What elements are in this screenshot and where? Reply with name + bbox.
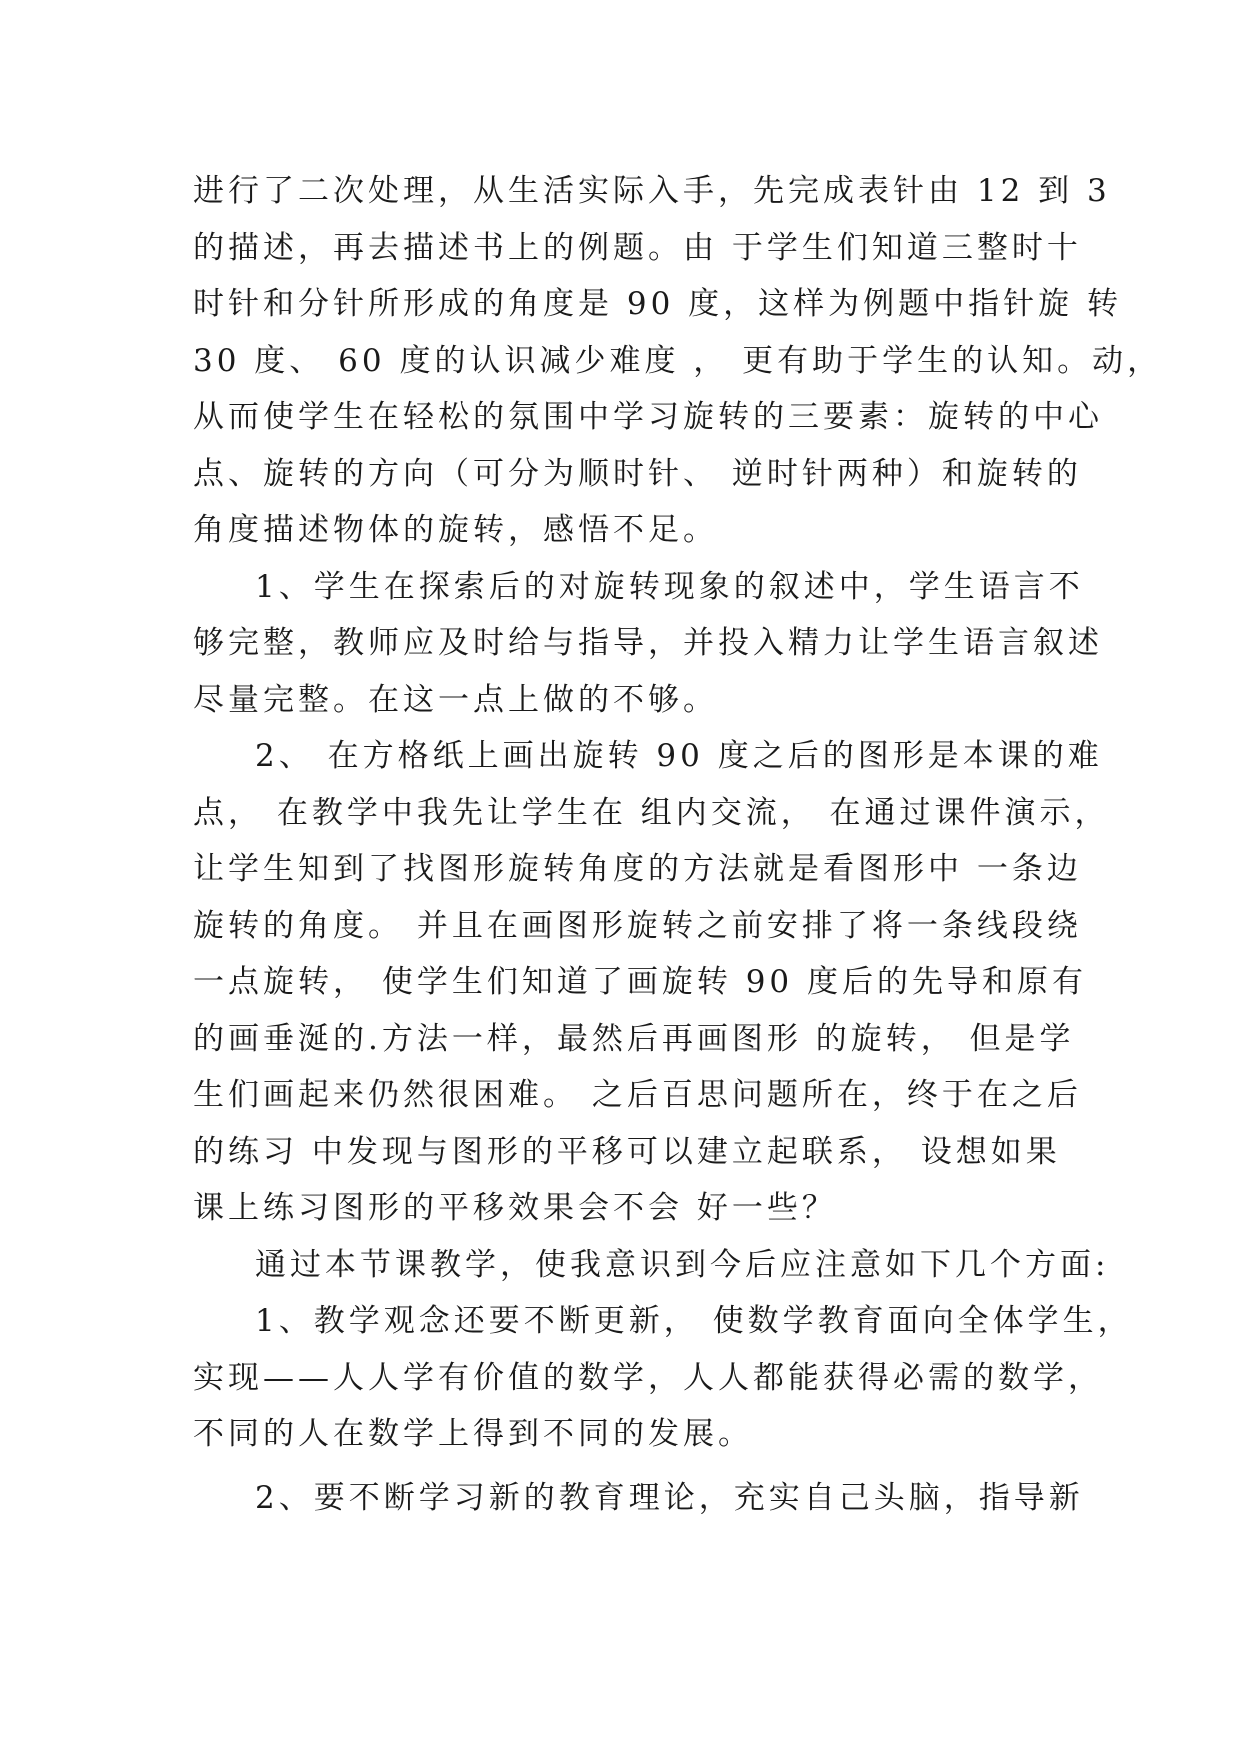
text-line: 尽量完整。在这一点上做的不够。 <box>193 681 718 718</box>
paragraph-start-line: 1、学生在探索后的对旋转现象的叙述中，学生语言不 <box>255 568 1084 605</box>
text-line: 点、旋转的方向（可分为顺时针、 逆时针两种）和旋转的 <box>193 455 1082 492</box>
text-line: 生们画起来仍然很困难。 之后百思问题所在，终于在之后 <box>193 1077 1082 1113</box>
text-line: 从而使学生在轻松的氛围中学习旋转的三要素：旋转的中心 <box>193 399 1103 435</box>
paragraph-start-line: 2、要不断学习新的教育理论，充实自己头脑，指导新 <box>255 1479 1084 1516</box>
paragraph-start-line: 1、教学观念还要不断更新， 使数学教育面向全体学生， <box>255 1303 1133 1339</box>
text-line: 的画垂涎的.方法一样，最然后再画图形 的旋转， 但是学 <box>193 1020 1075 1057</box>
text-line: 不同的人在数学上得到不同的发展。 <box>193 1416 753 1452</box>
text-line: 旋转的角度。 并且在画图形旋转之前安排了将一条线段绕 <box>193 907 1082 944</box>
document-page <box>193 163 1163 1526</box>
text-line: 30 度、 60 度的认识减少难度 ， 更有助于学生的认知。动， <box>193 342 1163 379</box>
text-line: 时针和分针所形成的角度是 90 度，这样为例题中指针旋 转 <box>193 286 1123 322</box>
text-line: 让学生知到了找图形旋转角度的方法就是看图形中 一条边 <box>193 851 1082 887</box>
paragraph-start-line: 2、 在方格纸上画出旋转 90 度之后的图形是本课的难 <box>255 738 1103 774</box>
text-line: 课上练习图形的平移效果会不会 好一些？ <box>193 1190 837 1226</box>
text-line: 进行了二次处理，从生活实际入手，先完成表针由 12 到 3 <box>193 173 1111 209</box>
text-line: 够完整，教师应及时给与指导，并投入精力让学生语言叙述 <box>193 625 1103 661</box>
text-line: 的练习 中发现与图形的平移可以建立起联系， 设想如果 <box>193 1133 1061 1170</box>
text-line: 实现——人人学有价值的数学，人人都能获得必需的数学， <box>193 1359 1103 1396</box>
paragraph-start-line: 通过本节课教学，使我意识到今后应注意如下几个方面: <box>255 1246 1110 1283</box>
text-line: 点， 在教学中我先让学生在 组内交流， 在通过课件演示， <box>193 794 1110 831</box>
text-line: 的描述，再去描述书上的例题。由 于学生们知道三整时十 <box>193 229 1082 266</box>
text-line: 角度描述物体的旋转，感悟不足。 <box>193 512 718 548</box>
text-line: 一点旋转， 使学生们知道了画旋转 90 度后的先导和原有 <box>193 964 1088 1000</box>
